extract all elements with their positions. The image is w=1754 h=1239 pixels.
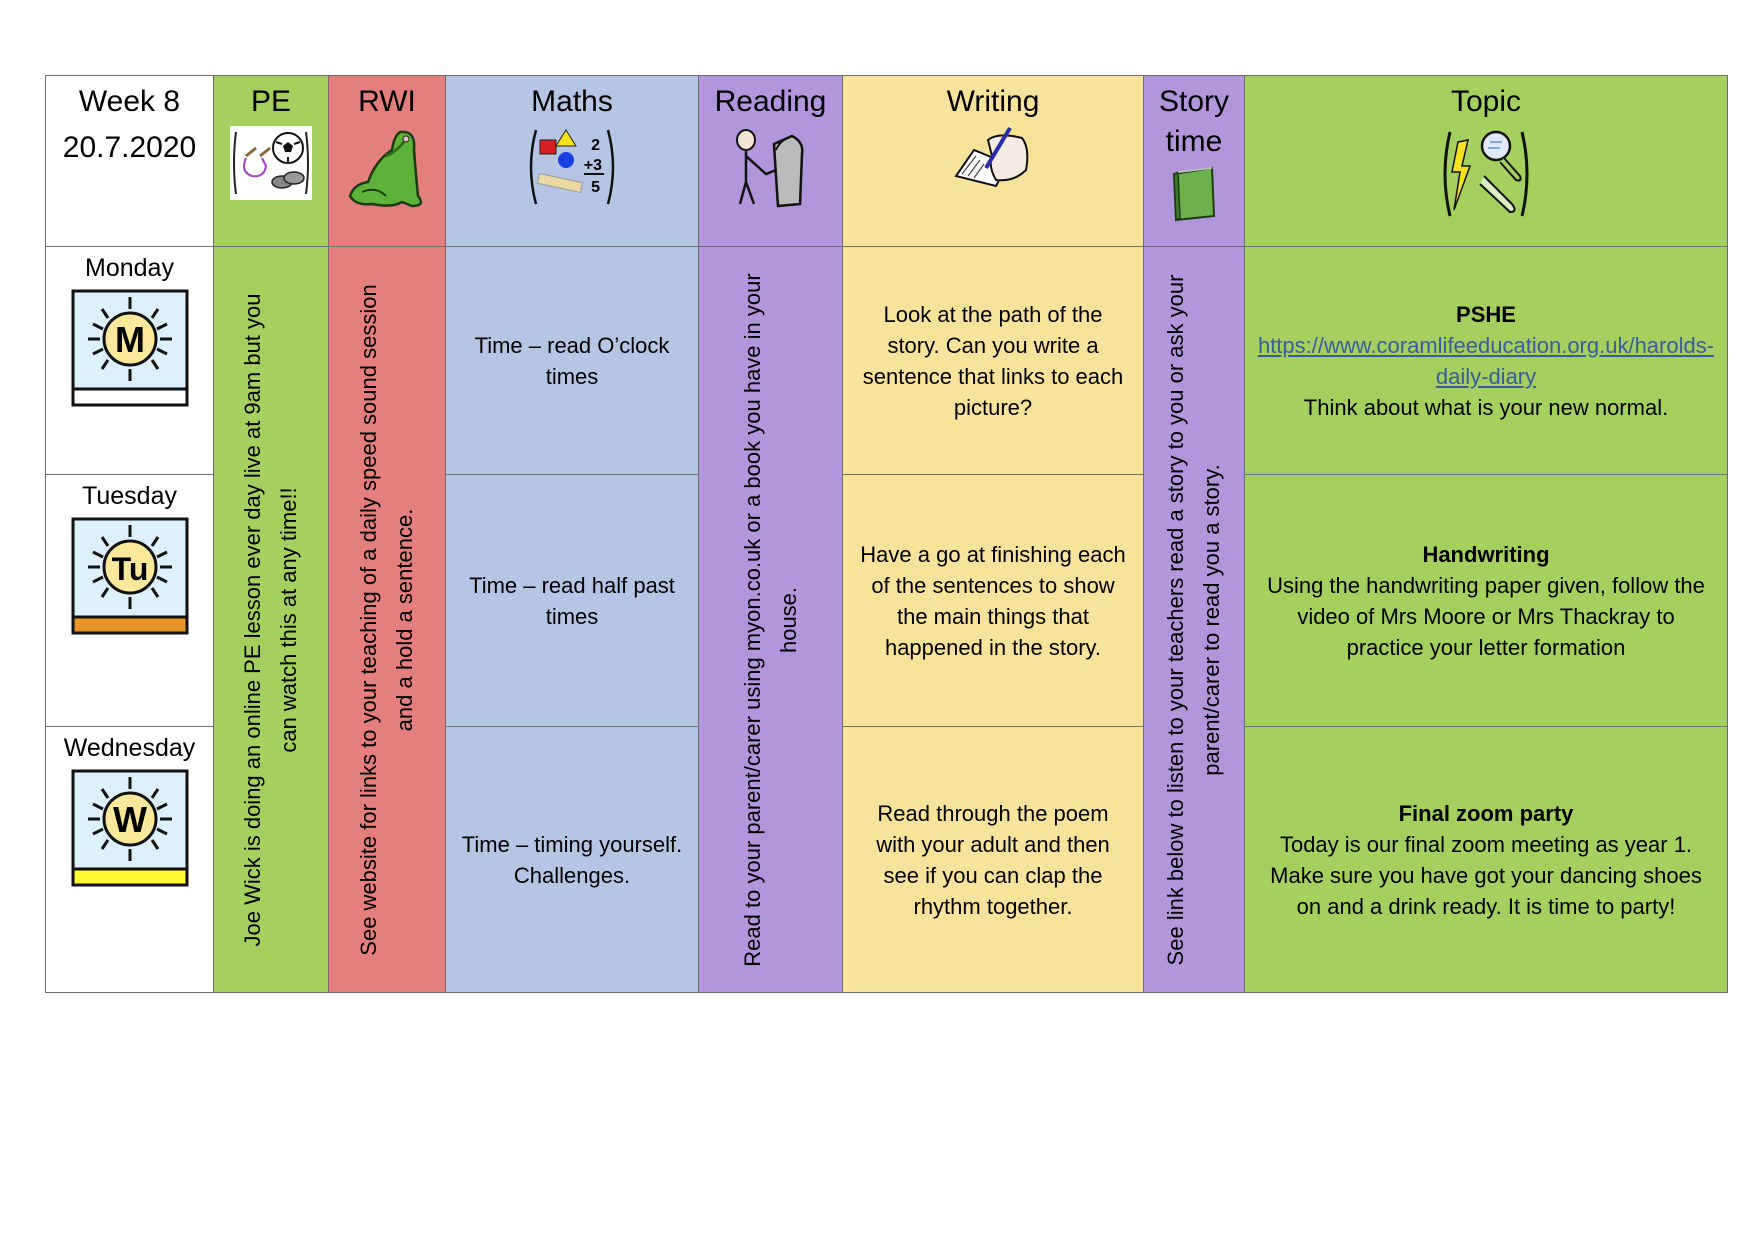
science-magnifier-icon bbox=[1440, 126, 1532, 222]
pshe-link[interactable]: https://www.coramlifeeducation.org.uk/harolds-daily-diary bbox=[1257, 332, 1715, 389]
maths-monday-text: Time – read O’clock times bbox=[474, 332, 670, 389]
maths-wednesday-text: Time – timing yourself. Challenges. bbox=[461, 831, 683, 888]
topic-monday-cell bbox=[1245, 247, 1728, 475]
maths-wednesday-cell bbox=[446, 727, 699, 993]
green-book-icon bbox=[1168, 166, 1220, 222]
topic-tuesday-text: Using the handwriting paper given, follow the video of Mrs Moore or Mrs Thackray to practice your letter formation bbox=[1267, 572, 1705, 660]
svg-text:W: W bbox=[112, 799, 147, 840]
sun-wednesday-icon bbox=[71, 769, 189, 887]
day-label: Monday bbox=[85, 254, 174, 282]
rwi-activity-text: See website for links to your teaching of a daily speed sound session and a hold a sentence. bbox=[356, 283, 417, 956]
reading-activity-text: Read to your parent/carer using myon.co.uk or a book you have in your house. bbox=[739, 272, 801, 967]
day-cell-tuesday bbox=[46, 475, 214, 727]
writing-wednesday-cell bbox=[843, 727, 1144, 993]
header-maths bbox=[446, 76, 699, 247]
sun-tuesday-icon bbox=[71, 517, 189, 635]
rwi-activity-cell bbox=[329, 247, 446, 993]
week-date: 20.7.2020 bbox=[62, 131, 197, 164]
writing-tuesday-text: Have a go at finishing each of the sentences to show the main things that happened in the story. bbox=[860, 541, 1126, 660]
subject-title-reading: Reading bbox=[714, 85, 827, 118]
pe-activity-cell bbox=[214, 247, 329, 993]
svg-text:M: M bbox=[114, 319, 145, 360]
writing-wednesday-text: Read through the poem with your adult and then see if you can clap the rhythm together. bbox=[876, 800, 1110, 919]
maths-tuesday-cell bbox=[446, 475, 699, 727]
subject-title-maths: Maths bbox=[531, 85, 613, 118]
topic-tuesday-cell bbox=[1245, 475, 1728, 727]
pe-equipment-icon bbox=[230, 126, 312, 200]
day-cell-wednesday bbox=[46, 727, 214, 993]
maths-tuesday-text: Time – read half past times bbox=[469, 572, 675, 629]
subject-title-topic: Topic bbox=[1450, 85, 1522, 118]
story-activity-cell bbox=[1144, 247, 1245, 993]
writing-monday-cell bbox=[843, 247, 1144, 475]
header-pe bbox=[214, 76, 329, 247]
weekly-timetable bbox=[45, 75, 1728, 993]
day-label: Tuesday bbox=[82, 482, 177, 510]
header-reading bbox=[699, 76, 843, 247]
week-label: Week 8 bbox=[78, 85, 181, 118]
header-row bbox=[46, 76, 1728, 247]
svg-text:2: 2 bbox=[591, 137, 600, 154]
sun-monday-icon bbox=[71, 289, 189, 407]
story-activity-text: See link below to listen to your teachers read a story to you or ask your parent/carer to read you a story. bbox=[1163, 274, 1224, 965]
topic-wednesday-text: Today is our final zoom meeting as year 1. Make sure you have got your dancing shoes on and a drink ready. It is time to party! bbox=[1270, 831, 1702, 919]
row-monday bbox=[46, 247, 1728, 475]
svg-text:5: 5 bbox=[591, 179, 600, 196]
subject-title-rwi: RWI bbox=[358, 85, 416, 118]
writing-tuesday-cell bbox=[843, 475, 1144, 727]
topic-tuesday-title: Handwriting bbox=[1422, 541, 1550, 567]
person-reading-icon bbox=[730, 126, 812, 208]
reading-activity-cell bbox=[699, 247, 843, 993]
subject-title-story-line2: time bbox=[1165, 125, 1223, 158]
writing-monday-text: Look at the path of the story. Can you write a sentence that links to each picture? bbox=[862, 301, 1124, 420]
subject-title-story-line1: Story bbox=[1158, 85, 1230, 118]
header-writing bbox=[843, 76, 1144, 247]
day-label: Wednesday bbox=[63, 734, 196, 762]
svg-text:Tu: Tu bbox=[111, 551, 148, 587]
maths-shapes-sum-icon bbox=[526, 126, 618, 208]
topic-monday-text: Think about what is your new normal. bbox=[1303, 394, 1669, 420]
week-cell bbox=[46, 76, 214, 247]
subject-title-pe: PE bbox=[250, 85, 292, 118]
header-rwi bbox=[329, 76, 446, 247]
frog-icon bbox=[342, 126, 432, 212]
day-cell-monday bbox=[46, 247, 214, 475]
maths-monday-cell bbox=[446, 247, 699, 475]
header-topic bbox=[1245, 76, 1728, 247]
topic-wednesday-title: Final zoom party bbox=[1398, 800, 1574, 826]
topic-monday-title: PSHE bbox=[1456, 301, 1516, 327]
pe-activity-text: Joe Wick is doing an online PE lesson ever day live at 9am but you can watch this at any time!! bbox=[240, 292, 301, 947]
subject-title-writing: Writing bbox=[946, 85, 1040, 118]
hand-writing-icon bbox=[952, 126, 1034, 190]
svg-text:+3: +3 bbox=[583, 157, 602, 174]
header-story-time bbox=[1144, 76, 1245, 247]
topic-wednesday-cell bbox=[1245, 727, 1728, 993]
